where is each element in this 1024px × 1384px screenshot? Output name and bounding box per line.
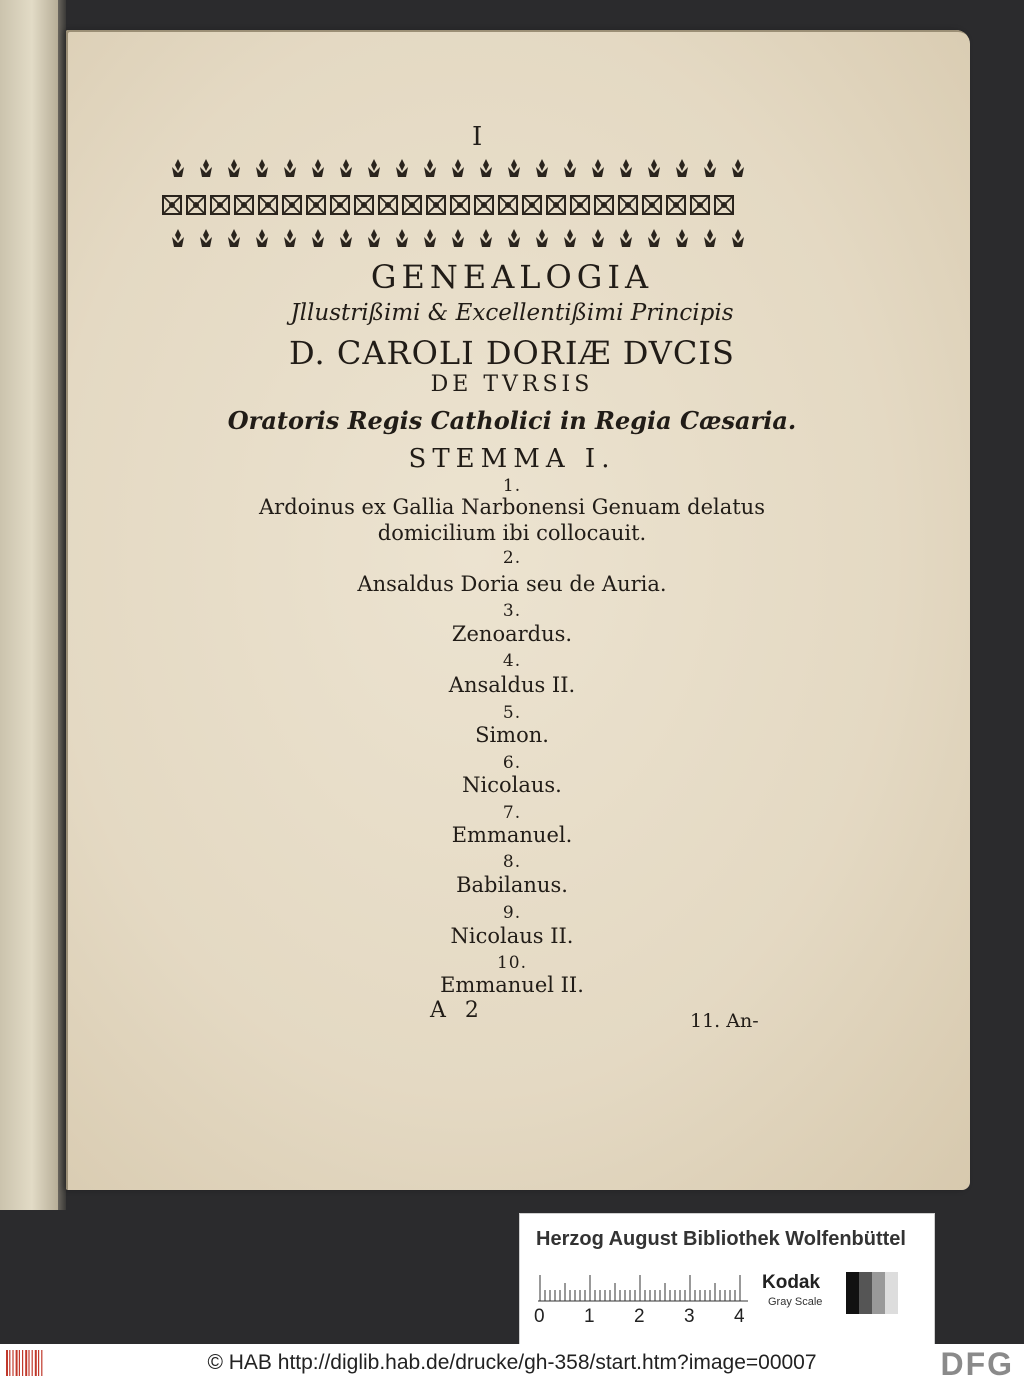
scale-ruler [538,1274,748,1302]
entry-text: Emmanuel. [451,823,573,847]
subtitle-line: Jllustrißimi & Excellentißimi Principis [290,300,734,326]
footer-bar [0,1344,1024,1384]
entry-text: Ansaldus II. [448,673,576,697]
entry-text: Nicolaus. [462,773,562,797]
page-number: I [472,122,483,152]
ruler-label: 0 [534,1306,545,1327]
catchword: 11. An- [690,1010,759,1032]
entry-number: 10. [496,953,528,973]
entry-number: 2. [502,548,522,568]
kodak-brand: Kodak [762,1272,821,1293]
entry-text: Zenoardus. [451,622,573,646]
office-line: Oratoris Regis Catholici in Regia Cæsaria. [227,406,797,435]
signature-mark: A 2 [430,998,485,1023]
entry-text: Simon. [475,723,549,747]
ruler-label: 4 [734,1306,745,1327]
ruler-label: 1 [584,1306,595,1327]
kodak-subtitle: Gray Scale [768,1296,823,1308]
entry-number: 3. [502,601,522,621]
entry-number: 7. [502,803,522,823]
copyright-url[interactable]: © HAB http://diglib.hab.de/drucke/gh-358/start.htm?image=00007 [207,1351,817,1374]
ruler-label: 3 [684,1306,695,1327]
entry-number: 8. [502,852,522,872]
entry-text: Emmanuel II. [440,973,584,997]
dfg-logo: DFG [940,1346,1014,1382]
entry-number: 9. [502,903,522,923]
entry-text: Ansaldus Doria seu de Auria. [357,572,667,596]
entry-number: 1. [502,476,522,496]
entry-text: Babilanus. [456,873,568,897]
printer-ornament-band [140,155,760,255]
entry-number: 5. [502,703,522,723]
entry-text: Ardoinus ex Gallia Narbonensi Genuam delatus [259,495,765,519]
place-line: DE TVRSIS [430,372,594,397]
stemma-heading: STEMMA I. [408,444,616,474]
gray-scale-swatch [846,1272,898,1314]
library-color-card [519,1213,935,1345]
entry-number: 6. [502,753,522,773]
ruler-label: 2 [634,1306,645,1327]
entry-text-continued: domicilium ibi collocauit. [377,521,647,545]
library-name: Herzog August Bibliothek Wolfenbüttel [536,1228,906,1250]
title-genealogia: GENEALOGIA [370,258,654,296]
entry-number: 4. [502,651,522,671]
entry-text: Nicolaus II. [450,924,574,948]
dedicatee-name: D. CAROLI DORIÆ DVCIS [289,334,735,372]
